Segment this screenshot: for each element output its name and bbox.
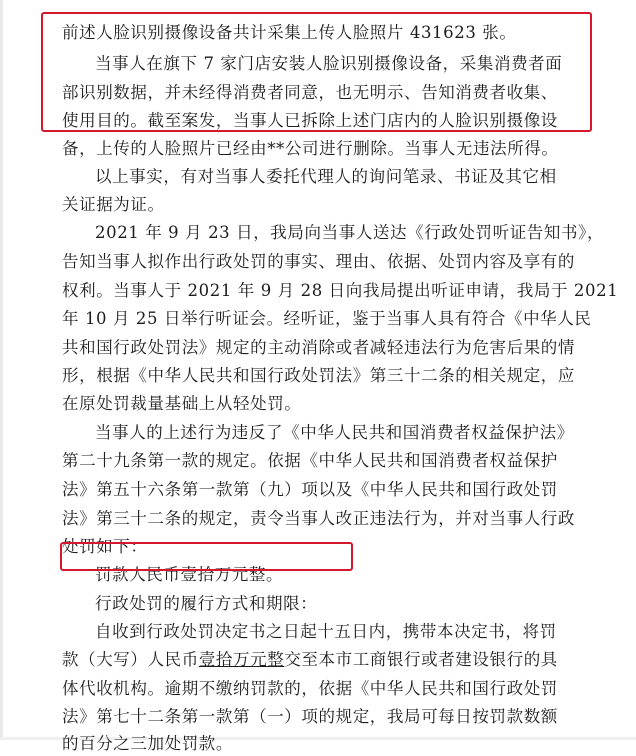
amount-underlined: 壹拾万元整 [198,650,285,669]
text-line: 当事人在旗下 7 家门店安装人脸识别摄像设备，采集消费者面 [95,54,563,73]
text-line: 权利。当事人于 2021 年 9 月 28 日向我局提出听证申请，我局于 2021 [62,281,619,300]
penalty-line: 罚款人民币壹拾万元整。 [95,565,284,584]
highlight-box-facts [41,12,592,132]
text-line: 备，上传的人脸照片已经由**公司进行删除。当事人无违法所得。 [62,139,559,158]
text-line [62,648,578,672]
text-line: 处罚如下： [62,537,148,556]
text-line: 形，根据《中华人民共和国行政处罚法》第三十二条的相关规定，应 [62,366,575,385]
text-line: 法》第三十二条的规定，责令当事人改正违法行为，并对当事人行政 [62,509,575,528]
text-line: 部识别数据，并未经得消费者同意，也无明示、告知消费者收集、 [62,83,558,102]
text-line: 自收到行政处罚决定书之日起十五日内，携带本决定书，将罚 [95,622,557,641]
text-line: 第二十九条第一款的规定。依据《中华人民共和国消费者权益保护 [62,451,558,470]
text-line: 年 10 月 25 日举行听证会。经听证，鉴于当事人具有符合《中华人民 [62,309,592,328]
text-line: 共和国行政处罚法》规定的主动消除或者减轻违法行为危害后果的情 [62,338,575,357]
text-line: 在原处罚裁量基础上从轻处罚。 [62,394,302,413]
amount-suffix: 交至本市工商银行或者建设银行的具 [284,650,558,669]
text-line: 以上事实，有对当事人委托代理人的询问笔录、书证及其它相 [95,167,557,186]
text-line: 告知当事人拟作出行政处罚的事实、理由、依据、处罚内容及享有的 [62,252,575,271]
text-line: 法》第五十六条第一款第（九）项以及《中华人民共和国行政处罚 [62,480,558,499]
text-line: 前述人脸识别摄像设备共计采集上传人脸照片 431623 张。 [62,23,517,42]
text-line: 当事人的上述行为违反了《中华人民共和国消费者权益保护法》 [95,423,574,442]
highlight-box-penalty [60,542,353,571]
text-line: 的百分之三加处罚款。 [62,734,233,753]
page-edge-left [0,0,3,740]
text-line: 体代收机构。逾期不缴纳罚款的，依据《中华人民共和国行政处罚 [62,679,558,698]
amount-prefix: 款（大写）人民币 [62,650,199,669]
text-line: 使用目的。截至案发，当事人已拆除上述门店内的人脸识别摄像设 [62,111,558,130]
text-line: 行政处罚的履行方式和期限： [95,594,318,613]
text-line: 关证据为证。 [62,195,165,214]
text-line: 2021 年 9 月 23 日，我局向当事人送达《行政处罚听证告知书》， [95,223,605,242]
text-line: 法》第七十二条第一款第（一）项的规定，我局可每日按罚款数额 [62,707,558,726]
